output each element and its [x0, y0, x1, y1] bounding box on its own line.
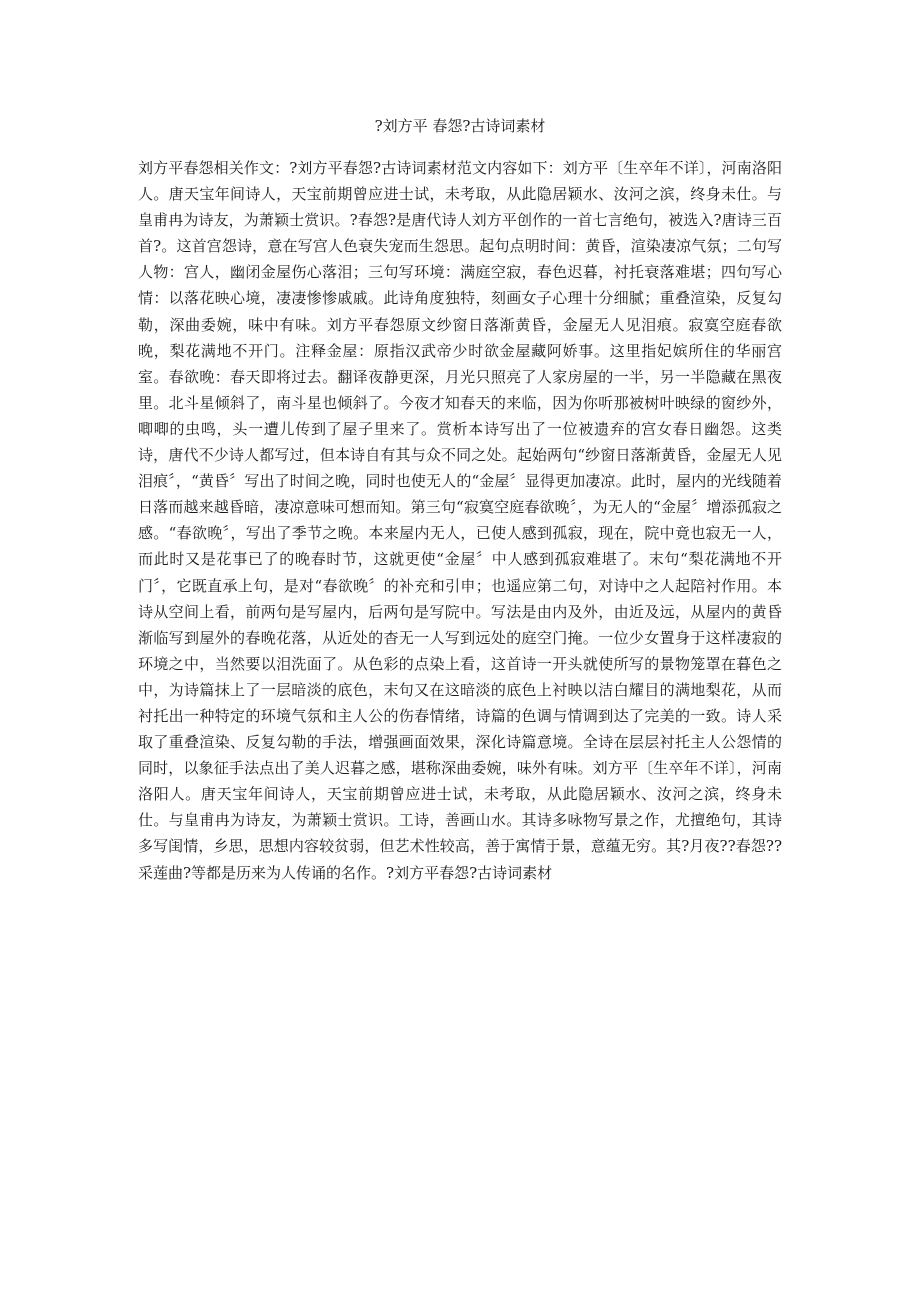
document-title: ?刘方平 春怨?古诗词素材: [374, 117, 546, 135]
document-body-paragraph: 刘方平春怨相关作文：?刘方平春怨?古诗词素材范文内容如下：刘方平〔生卒年不详〕，河南洛阳人。唐天宝年间诗人，天宝前期曾应进士试，未考取，从此隐居颖水、汝河之滨，终身未仕。与皇甫冉为诗友，为萧颖士赏识。?春怨?是唐代诗人刘方平创作的一首七言绝句，被选入?唐诗三百首?。这首宫怨诗，意在写宫人色衰失宠而生怨思。起句点明时间：黄昏，渲染凄凉气氛；二句写人物：宫人，幽闭金屋伤心落泪；三句写环境：满庭空寂，春色迟暮，衬托衰落难堪；四句写心情：以落花映心境，凄凄惨惨戚戚。此诗角度独特，刻画女子心理十分细腻；重叠渲染，反复勾勒，深曲委婉，味中有味。刘方平春怨原文纱窗日落渐黄昏，金屋无人见泪痕。寂寞空庭春欲晚，梨花满地不开门。注释金屋：原指汉武帝少时欲金屋藏阿娇事。这里指妃嫔所住的华丽宫室。春欲晚：春天即将过去。翻译夜静更深，月光只照亮了人家房屋的一半，另一半隐藏在黑夜里。北斗星倾斜了，南斗星也倾斜了。今夜才知春天的来临，因为你听那被树叶映绿的窗纱外，唧唧的虫鸣，头一遭儿传到了屋子里来了。赏析本诗写出了一位被遗弃的宫女春日幽怨。这类诗，唐代不少诗人都写过，但本诗自有其与众不同之处。起始两句“纱窗日落渐黄昏，金屋无人见泪痕〞，“黄昏〞写出了时间之晚，同时也使无人的“金屋〞显得更加凄凉。此时，屋内的光线随着日落而越来越昏暗，凄凉意味可想而知。第三句“寂寞空庭春欲晚〞，为无人的“金屋〞增添孤寂之感。“春欲晚〞，写出了季节之晚。本来屋内无人，已使人感到孤寂，现在，院中竟也寂无一人，而此时又是花事已了的晚春时节，这就更使“金屋〞中人感到孤寂难堪了。末句“梨花满地不开门〞，它既直承上句，是对“春欲晚〞的补充和引申；也遥应第二句，对诗中之人起陪衬作用。本诗从空间上看，前两句是写屋内，后两句是写院中。写法是由内及外，由近及远，从屋内的黄昏渐临写到屋外的春晚花落，从近处的杳无一人写到远处的庭空门掩。一位少女置身于这样凄寂的环境之中，当然要以泪洗面了。从色彩的点染上看，这首诗一开头就使所写的景物笼罩在暮色之中，为诗篇抹上了一层暗淡的底色，末句又在这暗淡的底色上衬映以洁白耀目的满地梨花，从而衬托出一种特定的环境气氛和主人公的伤春情绪，诗篇的色调与情调到达了完美的一致。诗人采取了重叠渲染、反复勾勒的手法，增强画面效果，深化诗篇意境。全诗在层层衬托主人公怨情的同时，以象征手法点出了美人迟暮之感，堪称深曲委婉，味外有味。刘方平〔生卒年不详〕，河南洛阳人。唐天宝年间诗人，天宝前期曾应进士试，未考取，从此隐居颖水、汝河之滨，终身未仕。与皇甫冉为诗友，为萧颖士赏识。工诗，善画山水。其诗多咏物写景之作，尤擅绝句，其诗多写闺情，乡思，思想内容较贫弱，但艺术性较高，善于寓情于景，意蕴无穷。其?月夜??春怨??采莲曲?等都是历来为人传诵的名作。?刘方平春怨?古诗词素材: [138, 159, 782, 882]
